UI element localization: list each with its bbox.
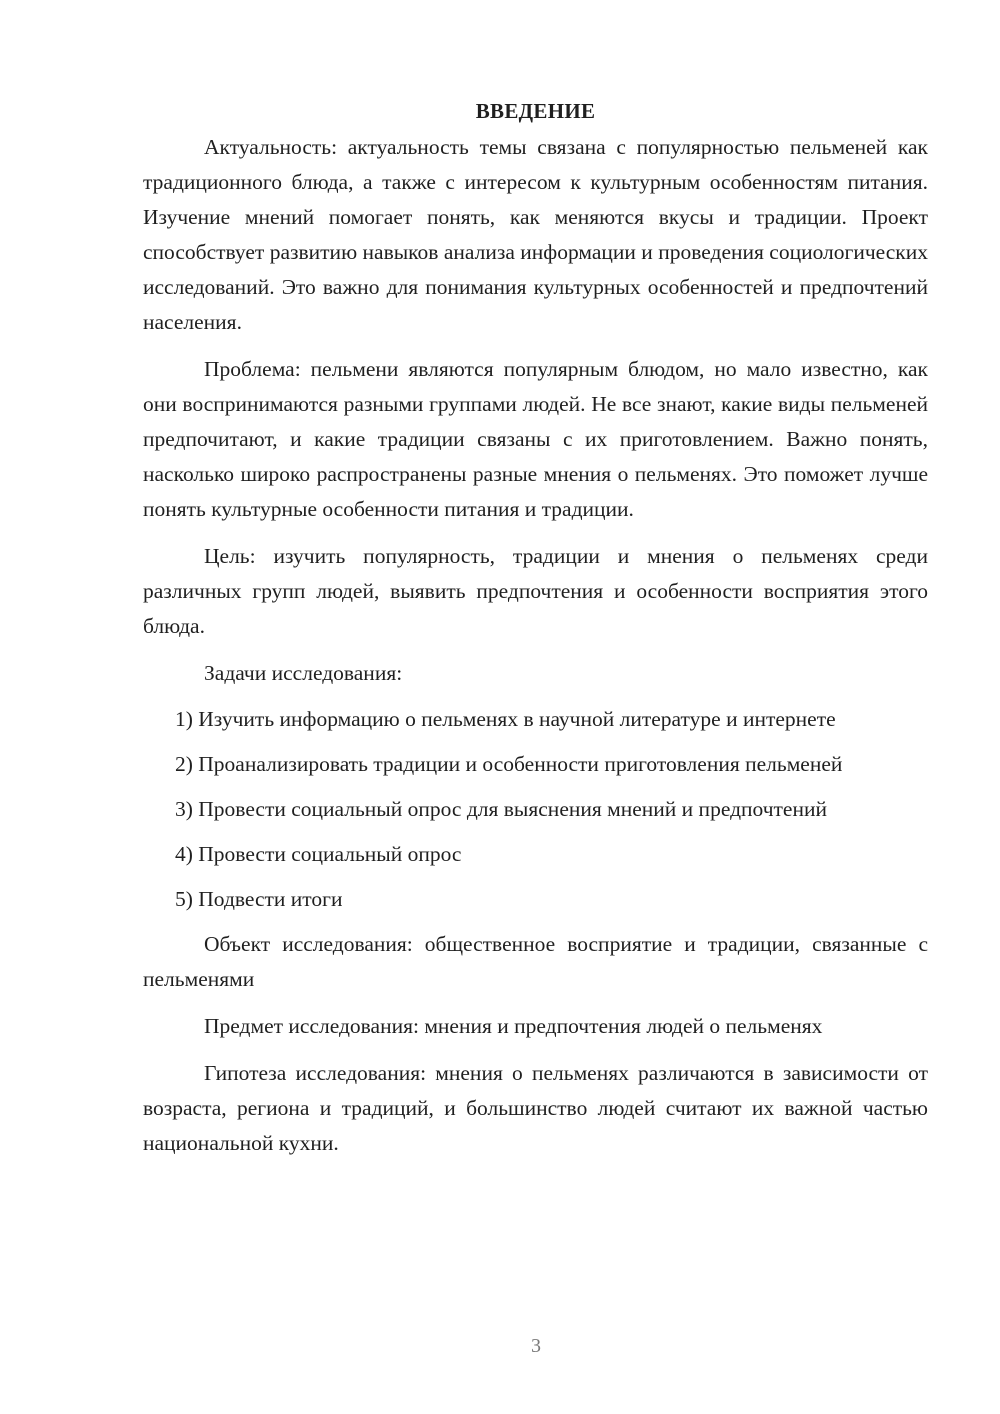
- subject-paragraph: Предмет исследования: мнения и предпочтения людей о пельменях: [204, 1014, 823, 1038]
- hypothesis-paragraph: Гипотеза исследования: мнения о пельменях различаются в зависимости от возраста, региона и традиций, и большинство людей считают их важной частью национальной кухни.: [143, 1061, 928, 1155]
- goal-paragraph: Цель: изучить популярность, традиции и мнения о пельменях среди различных групп людей, выявить предпочтения и особенности восприятия этого блюда.: [143, 544, 928, 638]
- list-item: 2) Проанализировать традиции и особенности приготовления пельменей: [175, 752, 843, 776]
- list-item: 3) Провести социальный опрос для выяснения мнений и предпочтений: [175, 797, 827, 821]
- list-item: 4) Провести социальный опрос: [175, 842, 462, 866]
- relevance-paragraph: Актуальность: актуальность темы связана с популярностью пельменей как традиционного блюда, а также с интересом к культурным особенностям питания. Изучение мнений помогает понять, как меняются вкусы и традиции. Проект способствует развитию навыков анализа информации и проведения социологических исследований. Это важно для понимания культурных особенностей и предпочтений населения.: [143, 135, 928, 334]
- problem-paragraph: Проблема: пельмени являются популярным блюдом, но мало известно, как они воспринимаются разными группами людей. Не все знают, какие виды пельменей предпочитают, и какие традиции связаны с их приготовлением. Важно понять, насколько широко распространены разные мнения о пельменях. Это поможет лучше понять культурные особенности питания и традиции.: [143, 357, 928, 521]
- page-title: ВВЕДЕНИЕ: [475, 99, 596, 123]
- tasks-heading: Задачи исследования:: [204, 661, 403, 685]
- page-body: [143, 96, 928, 1173]
- list-item: 1) Изучить информацию о пельменях в научной литературе и интернете: [175, 707, 836, 731]
- list-item: 5) Подвести итоги: [175, 887, 343, 911]
- tasks-list: [143, 702, 928, 917]
- page-number: 3: [531, 1335, 541, 1357]
- object-paragraph: Объект исследования: общественное восприятие и традиции, связанные с пельменями: [143, 932, 928, 991]
